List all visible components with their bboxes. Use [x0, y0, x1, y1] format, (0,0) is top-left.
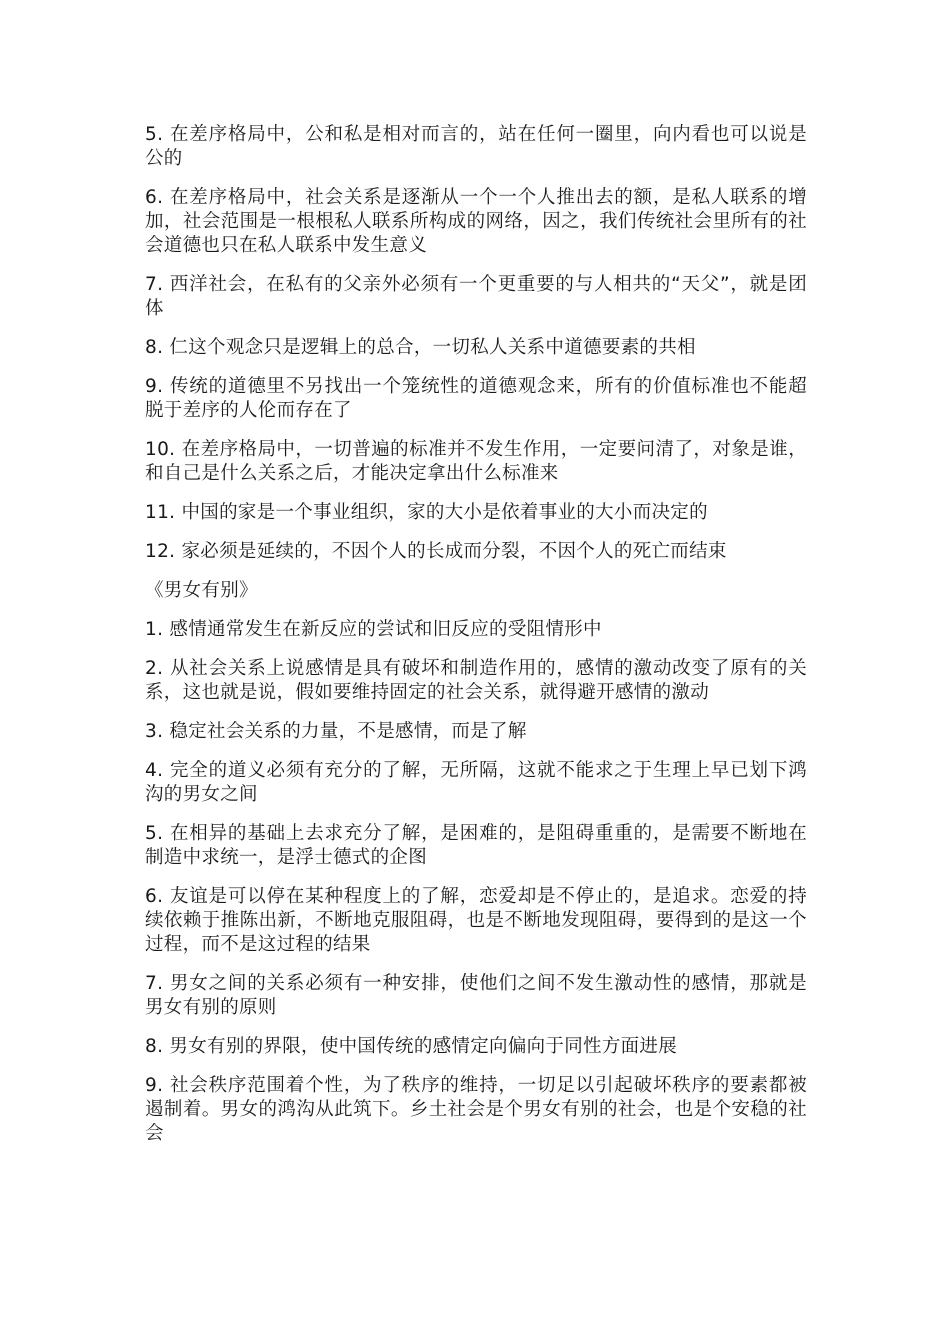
paragraph-item: 8. 男女有别的界限，使中国传统的感情定向偏向于同性方面进展	[145, 1036, 678, 1057]
paragraph-item: 12. 家必须是延续的，不因个人的长成而分裂，不因个人的死亡而结束	[145, 541, 727, 562]
paragraph-item: 4. 完全的道义必须有充分的了解，无所隔，这就不能求之于生理上早已划下鸿沟的男女之间	[145, 760, 807, 805]
paragraph-item: 9. 传统的道德里不另找出一个笼统性的道德观念来，所有的价值标准也不能超脱于差序的人伦而存在了	[145, 376, 807, 421]
paragraph-item: 10. 在差序格局中，一切普遍的标准并不发生作用，一定要问清了，对象是谁，和自己是什么关系之后，才能决定拿出什么标准来	[145, 439, 807, 484]
paragraph-item: 3. 稳定社会关系的力量，不是感情，而是了解	[145, 721, 527, 742]
paragraph-item: 9. 社会秩序范围着个性，为了秩序的维持，一切足以引起破坏秩序的要素都被遏制着。男女的鸿沟从此筑下。乡土社会是个男女有别的社会，也是个安稳的社会	[145, 1075, 807, 1144]
paragraph-item: 6. 在差序格局中，社会关系是逐渐从一个一个人推出去的额，是私人联系的增加，社会范围是一根根私人联系所构成的网络，因之，我们传统社会里所有的社会道德也只在私人联系中发生意义	[145, 187, 807, 256]
paragraph-item: 7. 男女之间的关系必须有一种安排，使他们之间不发生激动性的感情，那就是男女有别的原则	[145, 973, 807, 1018]
section-title: 《男女有别》	[145, 580, 258, 601]
paragraph-item: 8. 仁这个观念只是逻辑上的总合，一切私人关系中道德要素的共相	[145, 337, 696, 358]
paragraph-item: 7. 西洋社会，在私有的父亲外必须有一个更重要的与人相共的“天父”，就是团体	[145, 274, 807, 319]
paragraph-item: 11. 中国的家是一个事业组织，家的大小是依着事业的大小而决定的	[145, 502, 708, 523]
paragraph-item: 1. 感情通常发生在新反应的尝试和旧反应的受阻情形中	[145, 619, 602, 640]
paragraph-item: 6. 友谊是可以停在某种程度上的了解，恋爱却是不停止的，是追求。恋爱的持续依赖于推陈出新，不断地克服阻碍，也是不断地发现阻碍，要得到的是这一个过程，而不是这过程的结果	[145, 886, 807, 955]
document-page	[145, 123, 807, 1161]
paragraph-item: 5. 在相异的基础上去求充分了解，是困难的，是阻碍重重的，是需要不断地在制造中求统一，是浮士德式的企图	[145, 823, 807, 868]
paragraph-item: 2. 从社会关系上说感情是具有破坏和制造作用的，感情的激动改变了原有的关系，这也就是说，假如要维持固定的社会关系，就得避开感情的激动	[145, 658, 807, 703]
paragraph-item: 5. 在差序格局中，公和私是相对而言的，站在任何一圈里，向内看也可以说是公的	[145, 124, 807, 169]
